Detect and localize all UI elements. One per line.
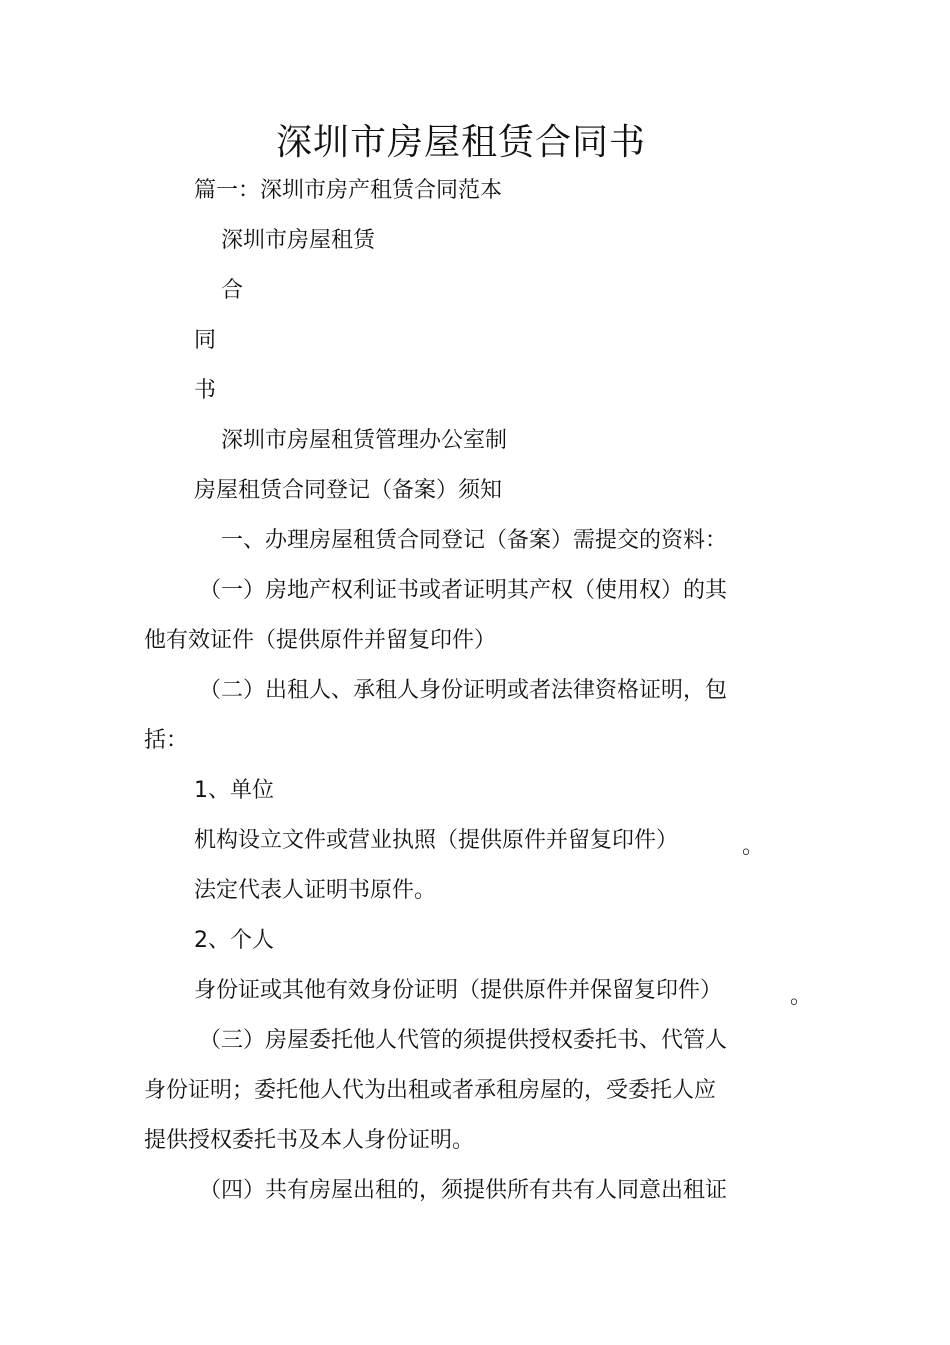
paragraph-line: 一、办理房屋租赁合同登记（备案）需提交的资料：: [221, 528, 728, 553]
paragraph-line: （三）房屋委托他人代管的须提供授权委托书、代管人: [199, 1028, 728, 1053]
paragraph-line: （四）共有房屋出租的，须提供所有共有人同意出租证: [199, 1178, 728, 1203]
cover-line: 深圳市房屋租赁: [221, 228, 376, 253]
paragraph-line: 身份证或其他有效身份证明（提供原件并保留复印件）: [194, 978, 723, 1003]
cover-line: 同: [194, 328, 217, 353]
paragraph-line: （二）出租人、承租人身份证明或者法律资格证明，包: [199, 678, 728, 703]
cover-line: 书: [194, 378, 217, 403]
paragraph-line: 括：: [144, 728, 189, 753]
trailing-period: 。: [742, 834, 765, 859]
paragraph-line: 身份证明；委托他人代为出租或者承租房屋的，受委托人应: [144, 1078, 717, 1103]
paragraph-line: 提供授权委托书及本人身份证明。: [144, 1128, 475, 1153]
issuer-line: 深圳市房屋租赁管理办公室制: [221, 428, 508, 453]
paragraph-line: 法定代表人证明书原件。: [194, 878, 437, 903]
section-heading: 房屋租赁合同登记（备案）须知: [194, 478, 503, 503]
trailing-period: 。: [790, 984, 813, 1009]
chapter-heading: 篇一：深圳市房产租赁合同范本: [194, 178, 503, 203]
document-title: 深圳市房屋租赁合同书: [275, 122, 646, 163]
paragraph-line: 他有效证件（提供原件并留复印件）: [144, 628, 497, 653]
paragraph-line: 机构设立文件或营业执照（提供原件并留复印件）: [194, 828, 679, 853]
paragraph-line: 1、单位: [194, 778, 274, 803]
paragraph-line: 2、个人: [194, 928, 274, 953]
cover-line: 合: [221, 278, 244, 303]
paragraph-line: （一）房地产权利证书或者证明其产权（使用权）的其: [199, 578, 728, 603]
